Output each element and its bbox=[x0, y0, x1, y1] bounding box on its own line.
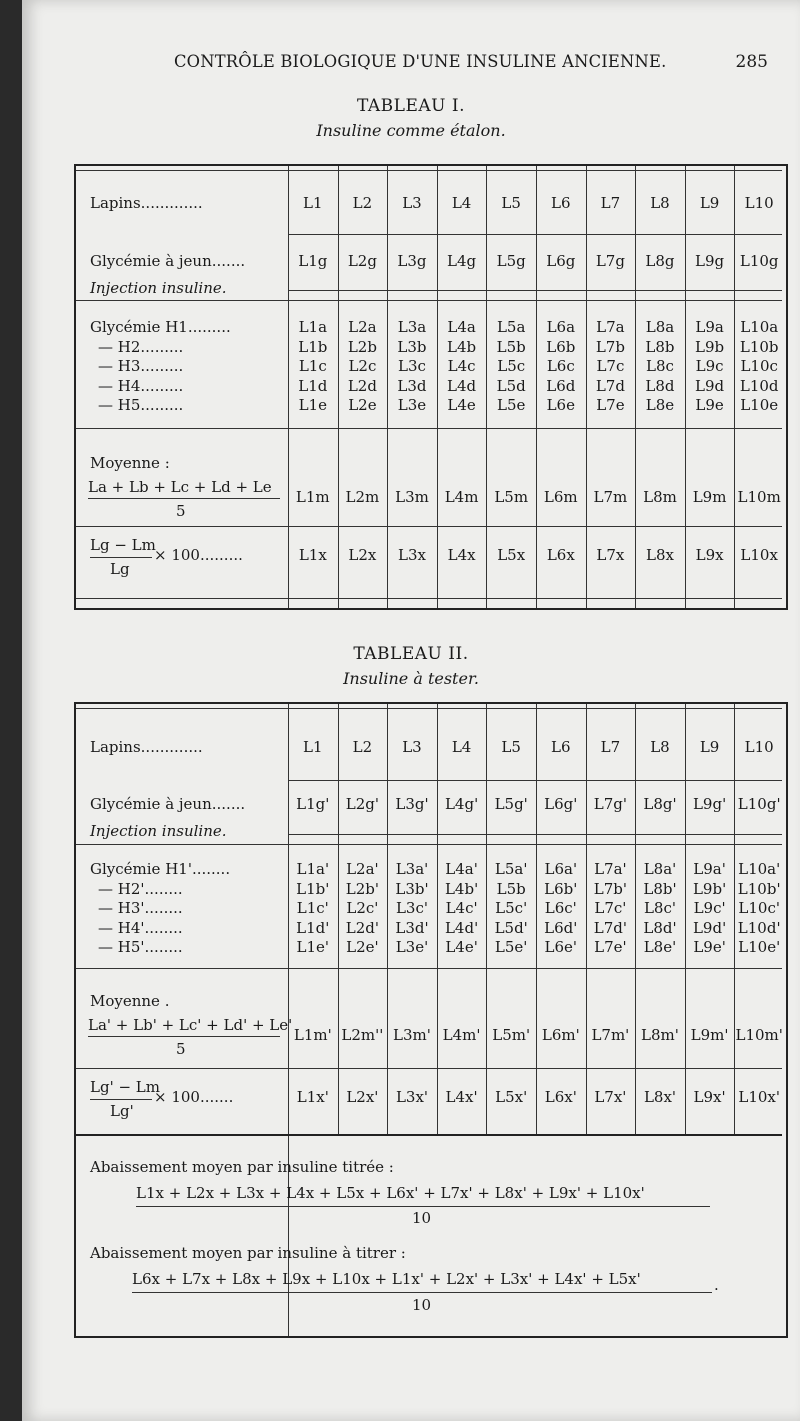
summary-titree-denominator: 10 bbox=[412, 1209, 432, 1227]
h5-cell: L1e' bbox=[296, 938, 330, 956]
row-rule bbox=[76, 300, 782, 301]
h5-cell: L10e' bbox=[738, 938, 781, 956]
pct-multiplier: × 100....... bbox=[154, 1088, 234, 1106]
pct-cell: L3x' bbox=[395, 1088, 429, 1106]
lapins-label: Lapins............. bbox=[90, 738, 203, 756]
pct-cell: L4x bbox=[447, 546, 476, 564]
h3-cell: L3c' bbox=[395, 899, 428, 917]
pct-cell: L8x' bbox=[643, 1088, 677, 1106]
h3-cell: L2c' bbox=[346, 899, 379, 917]
row-rule bbox=[288, 234, 782, 235]
glycemie-jeun-cell: L5g' bbox=[494, 795, 528, 813]
glycemie-jeun-cell: L6g' bbox=[544, 795, 578, 813]
h2-cell: L7b bbox=[595, 337, 625, 356]
summary-titree-label: Abaissement moyen par insuline titrée : bbox=[90, 1158, 394, 1176]
h1-cell: L4a bbox=[447, 318, 476, 336]
h4-cell: L4d bbox=[447, 376, 477, 395]
h2-cell: L7b' bbox=[593, 879, 627, 898]
h3-cell: L10c' bbox=[738, 899, 780, 917]
row-rule bbox=[76, 968, 782, 969]
book-page bbox=[22, 0, 800, 1421]
moyenne-cell: L1m bbox=[295, 488, 330, 506]
h3-cell: L4c' bbox=[445, 899, 478, 917]
h3-cell: L2c bbox=[348, 357, 377, 375]
moyenne-cell: L2m'' bbox=[341, 1026, 384, 1044]
glycemie-jeun-cell: L4g bbox=[447, 252, 477, 270]
h1-cell: L5a' bbox=[494, 860, 528, 878]
moyenne-cell: L3m bbox=[395, 488, 429, 506]
column-header-cell: L1 bbox=[303, 194, 323, 212]
h5-label: — H5'........ bbox=[98, 938, 183, 956]
h1-cell: L2a bbox=[348, 318, 377, 336]
pct-cell: L3x bbox=[398, 546, 426, 564]
h3-cell: L7c bbox=[596, 357, 625, 375]
glycemie-jeun-cell: L1g' bbox=[296, 795, 330, 813]
moyenne-cell: L4m bbox=[444, 488, 479, 506]
moyenne-cell: L5m' bbox=[492, 1026, 531, 1044]
glycemie-jeun-label: Glycémie à jeun....... bbox=[90, 252, 246, 270]
glycemie-jeun-cell: L4g' bbox=[444, 795, 479, 813]
glycemie-jeun-cell: L5g bbox=[496, 252, 526, 270]
moyenne-cell: L3m' bbox=[393, 1026, 431, 1044]
h5-cell: L7e' bbox=[594, 938, 627, 956]
table2-title: TABLEAU II. bbox=[353, 644, 469, 664]
pct-cell: L8x bbox=[646, 546, 674, 564]
table1-frame bbox=[74, 164, 788, 610]
h5-cell: L6e bbox=[546, 396, 575, 414]
h1-cell: L10a bbox=[740, 318, 779, 336]
column-header-cell: L10 bbox=[744, 194, 774, 212]
h2-cell: L10b bbox=[739, 337, 779, 356]
moyenne-cell: L5m bbox=[494, 488, 529, 506]
h5-cell: L3e' bbox=[395, 938, 429, 956]
column-header-cell: L7 bbox=[600, 738, 621, 756]
pct-cell: L6x bbox=[546, 546, 575, 564]
glycemie-jeun-label: Glycémie à jeun....... bbox=[90, 795, 246, 813]
moyenne-cell: L7m' bbox=[591, 1026, 630, 1044]
pct-numerator: Lg − Lm bbox=[90, 536, 156, 554]
moyenne-label: Moyenne : bbox=[90, 454, 170, 472]
column-header-cell: L3 bbox=[402, 738, 422, 756]
h3-cell: L8c bbox=[646, 357, 674, 375]
h5-cell: L5e' bbox=[494, 938, 528, 956]
moyenne-numerator: La' + Lb' + Lc' + Ld' + Le' bbox=[88, 1016, 293, 1034]
pct-cell: L6x' bbox=[544, 1088, 577, 1106]
h1-cell: L3a' bbox=[395, 860, 429, 878]
h3-cell: L7c' bbox=[594, 899, 627, 917]
pct-cell: L7x' bbox=[594, 1088, 627, 1106]
h3-cell: L6c bbox=[546, 357, 575, 375]
h4-cell: L10d' bbox=[737, 918, 781, 937]
h2-cell: L4b bbox=[447, 337, 477, 356]
h5-cell: L4e bbox=[447, 396, 476, 414]
h1-cell: L6a bbox=[546, 318, 576, 336]
glycemie-jeun-cell: L9g bbox=[695, 252, 725, 270]
column-header-cell: L8 bbox=[650, 194, 670, 212]
h1-cell: L8a' bbox=[643, 860, 677, 878]
row-rule bbox=[288, 780, 782, 781]
h4-cell: L10d bbox=[739, 376, 779, 395]
h2-cell: L10b' bbox=[737, 879, 781, 898]
moyenne-cell: L8m bbox=[643, 488, 677, 506]
row-rule bbox=[76, 598, 782, 599]
h1-cell: L9a' bbox=[693, 860, 726, 878]
h3-label: — H3......... bbox=[98, 357, 184, 375]
column-header-cell: L5 bbox=[501, 194, 521, 212]
h3-cell: L9c' bbox=[693, 899, 726, 917]
table1-title: TABLEAU I. bbox=[356, 96, 465, 116]
h2-cell: L5b bbox=[496, 337, 526, 356]
column-header-cell: L2 bbox=[352, 194, 373, 212]
glycemie-jeun-cell: L7g bbox=[595, 252, 625, 270]
glycemie-jeun-cell: L1g bbox=[298, 252, 328, 270]
h4-cell: L5d bbox=[496, 376, 526, 395]
pct-cell: L7x bbox=[596, 546, 625, 564]
summary-titrer-label: Abaissement moyen par insuline à titrer : bbox=[90, 1244, 406, 1262]
h4-cell: L3d' bbox=[395, 918, 429, 937]
h4-cell: L1d bbox=[298, 376, 328, 395]
moyenne-cell: L9m' bbox=[690, 1026, 729, 1044]
pct-cell: L1x bbox=[298, 546, 327, 564]
h2-cell: L5b bbox=[496, 879, 526, 898]
h4-cell: L6d' bbox=[544, 918, 578, 937]
pct-cell: L5x' bbox=[495, 1088, 528, 1106]
h1-cell: L7a' bbox=[594, 860, 627, 878]
moyenne-denominator: 5 bbox=[176, 1040, 186, 1058]
h5-cell: L3e bbox=[397, 396, 427, 414]
h1-cell: L8a bbox=[645, 318, 675, 336]
pct-cell: L10x bbox=[740, 546, 778, 564]
h1-cell: L5a bbox=[496, 318, 526, 336]
running-head-title: CONTRÔLE BIOLOGIQUE D'UNE INSULINE ANCIENNE. bbox=[174, 52, 667, 72]
moyenne-denominator: 5 bbox=[176, 502, 186, 520]
row-rule bbox=[76, 170, 782, 171]
table2-grid bbox=[76, 704, 786, 1336]
moyenne-label: Moyenne . bbox=[90, 992, 170, 1010]
column-header-cell: L9 bbox=[699, 194, 720, 212]
row-rule bbox=[288, 290, 782, 291]
h3-cell: L3c bbox=[398, 357, 426, 375]
pct-cell: L5x bbox=[497, 546, 526, 564]
h4-cell: L3d bbox=[397, 376, 427, 395]
h2-cell: L8b' bbox=[643, 879, 677, 898]
h4-cell: L6d bbox=[546, 376, 576, 395]
h4-cell: L8d' bbox=[643, 918, 677, 937]
glycemie-jeun-cell: L8g' bbox=[643, 795, 677, 813]
h1-label: Glycémie H1......... bbox=[90, 318, 231, 336]
glycemie-jeun-cell: L10g' bbox=[737, 795, 781, 813]
h1-cell: L9a bbox=[695, 318, 724, 336]
column-header-cell: L8 bbox=[650, 738, 670, 756]
moyenne-fraction-bar bbox=[88, 1036, 280, 1037]
column-header-cell: L10 bbox=[744, 738, 774, 756]
moyenne-cell: L1m' bbox=[293, 1026, 332, 1044]
h1-cell: L10a' bbox=[738, 860, 781, 878]
h4-cell: L2d bbox=[347, 376, 377, 395]
h4-label: — H4'........ bbox=[98, 918, 183, 937]
column-header-cell: L4 bbox=[451, 194, 472, 212]
pct-cell: L10x' bbox=[738, 1088, 780, 1106]
h1-cell: L6a' bbox=[544, 860, 578, 878]
glycemie-jeun-cell: L9g' bbox=[692, 795, 727, 813]
h5-cell: L9e bbox=[695, 396, 724, 414]
pct-numerator: Lg' − Lm bbox=[90, 1078, 160, 1096]
h2-cell: L6b' bbox=[544, 879, 578, 898]
h5-label: — H5......... bbox=[98, 396, 184, 414]
h2-cell: L3b bbox=[397, 337, 427, 356]
table1-grid bbox=[76, 166, 786, 608]
h5-cell: L1e bbox=[298, 396, 327, 414]
h5-cell: L2e' bbox=[346, 938, 379, 956]
injection-label: Injection insuline. bbox=[90, 822, 227, 840]
glycemie-jeun-cell: L2g bbox=[347, 252, 377, 270]
h5-cell: L2e bbox=[348, 396, 377, 414]
moyenne-cell: L7m bbox=[593, 488, 628, 506]
h5-cell: L8e' bbox=[643, 938, 677, 956]
moyenne-cell: L10m bbox=[737, 488, 781, 506]
column-header-cell: L5 bbox=[501, 738, 521, 756]
row-rule bbox=[288, 834, 782, 835]
glycemie-jeun-cell: L8g bbox=[645, 252, 675, 270]
h3-cell: L9c bbox=[695, 357, 724, 375]
moyenne-cell: L6m' bbox=[541, 1026, 580, 1044]
table2-subtitle: Insuline à tester. bbox=[343, 669, 479, 688]
glycemie-jeun-cell: L10g bbox=[739, 252, 779, 270]
column-header-cell: L9 bbox=[699, 738, 720, 756]
page-number: 285 bbox=[735, 52, 768, 72]
row-rule bbox=[76, 1134, 782, 1136]
glycemie-jeun-cell: L2g' bbox=[345, 795, 379, 813]
h4-cell: L5d' bbox=[494, 918, 528, 937]
h1-cell: L7a bbox=[596, 318, 625, 336]
h4-cell: L2d' bbox=[345, 918, 379, 937]
h5-cell: L6e' bbox=[544, 938, 578, 956]
pct-cell: L4x' bbox=[445, 1088, 478, 1106]
pct-cell: L9x' bbox=[693, 1088, 726, 1106]
moyenne-cell: L4m' bbox=[442, 1026, 481, 1044]
table1-subtitle: Insuline comme étalon. bbox=[316, 121, 506, 140]
moyenne-cell: L8m' bbox=[641, 1026, 679, 1044]
h4-cell: L4d' bbox=[444, 918, 479, 937]
pct-fraction-bar bbox=[90, 557, 152, 558]
h1-cell: L1a' bbox=[296, 860, 330, 878]
h1-cell: L1a bbox=[298, 318, 328, 336]
h3-cell: L5c bbox=[497, 357, 526, 375]
glycemie-jeun-cell: L6g bbox=[546, 252, 576, 270]
summary-titree-bar bbox=[136, 1206, 710, 1207]
h5-cell: L10e bbox=[740, 396, 779, 414]
h2-cell: L2b bbox=[347, 337, 377, 356]
column-header-cell: L1 bbox=[303, 738, 323, 756]
pct-cell: L2x' bbox=[346, 1088, 379, 1106]
h1-cell: L4a' bbox=[445, 860, 478, 878]
moyenne-numerator: La + Lb + Lc + Ld + Le bbox=[88, 478, 272, 496]
lapins-label: Lapins............. bbox=[90, 194, 203, 212]
h2-cell: L3b' bbox=[395, 879, 429, 898]
h5-cell: L9e' bbox=[693, 938, 726, 956]
column-header-cell: L2 bbox=[352, 738, 373, 756]
moyenne-fraction-bar bbox=[88, 498, 280, 499]
h5-cell: L5e bbox=[496, 396, 526, 414]
h4-cell: L9d bbox=[695, 376, 725, 395]
summary-titrer-numerator: L6x + L7x + L8x + L9x + L10x + L1x' + L2x' + L3x' + L4x' + L5x' bbox=[132, 1270, 641, 1288]
h2-cell: L9b bbox=[695, 337, 725, 356]
row-rule bbox=[76, 428, 782, 429]
pct-fraction-bar bbox=[90, 1099, 152, 1100]
h2-label: — H2......... bbox=[98, 337, 184, 356]
pct-denominator: Lg bbox=[110, 560, 130, 578]
injection-label: Injection insuline. bbox=[90, 279, 227, 297]
h2-cell: L1b' bbox=[296, 879, 330, 898]
column-header-cell: L7 bbox=[600, 194, 621, 212]
summary-titree-numerator: L1x + L2x + L3x + L4x + L5x + L6x' + L7x' + L8x' + L9x' + L10x' bbox=[136, 1184, 645, 1202]
h2-cell: L9b' bbox=[692, 879, 727, 898]
moyenne-cell: L6m bbox=[543, 488, 578, 506]
h3-cell: L10c bbox=[740, 357, 778, 375]
pct-cell: L1x' bbox=[296, 1088, 329, 1106]
h4-cell: L9d' bbox=[692, 918, 727, 937]
h5-cell: L8e bbox=[645, 396, 675, 414]
pct-cell: L2x bbox=[348, 546, 377, 564]
moyenne-cell: L2m bbox=[345, 488, 380, 506]
h3-cell: L8c' bbox=[643, 899, 676, 917]
h3-cell: L1c' bbox=[296, 899, 329, 917]
h4-cell: L7d bbox=[595, 376, 625, 395]
summary-titrer-bar bbox=[132, 1292, 712, 1293]
moyenne-cell: L10m' bbox=[735, 1026, 783, 1044]
glycemie-jeun-cell: L3g bbox=[397, 252, 427, 270]
column-header-cell: L6 bbox=[551, 738, 571, 756]
h2-cell: L6b bbox=[546, 337, 576, 356]
h3-cell: L5c' bbox=[495, 899, 528, 917]
h5-cell: L4e' bbox=[445, 938, 478, 956]
h2-cell: L2b' bbox=[345, 879, 379, 898]
h5-cell: L7e bbox=[596, 396, 625, 414]
h3-cell: L6c' bbox=[544, 899, 577, 917]
h3-label: — H3'........ bbox=[98, 899, 183, 917]
moyenne-cell: L9m bbox=[692, 488, 727, 506]
pct-denominator: Lg' bbox=[110, 1102, 134, 1120]
glycemie-jeun-cell: L3g' bbox=[395, 795, 429, 813]
summary-titrer-denominator: 10 bbox=[412, 1296, 432, 1314]
summary-titrer-end: . bbox=[714, 1276, 719, 1294]
pct-cell: L9x bbox=[695, 546, 724, 564]
row-rule bbox=[76, 526, 782, 527]
h4-cell: L7d' bbox=[593, 918, 627, 937]
table2-frame bbox=[74, 702, 788, 1338]
h3-cell: L4c bbox=[447, 357, 476, 375]
h1-cell: L2a' bbox=[346, 860, 379, 878]
h2-label: — H2'........ bbox=[98, 879, 183, 898]
glycemie-jeun-cell: L7g' bbox=[593, 795, 627, 813]
column-header-cell: L6 bbox=[551, 194, 571, 212]
h1-cell: L3a bbox=[397, 318, 427, 336]
running-head bbox=[22, 52, 800, 76]
row-rule bbox=[76, 1068, 782, 1069]
column-header-cell: L3 bbox=[402, 194, 422, 212]
h4-cell: L1d' bbox=[296, 918, 330, 937]
pct-multiplier: × 100......... bbox=[154, 546, 243, 564]
h2-cell: L8b bbox=[645, 337, 675, 356]
h1-label: Glycémie H1'........ bbox=[90, 860, 231, 878]
column-header-cell: L4 bbox=[451, 738, 472, 756]
h2-cell: L4b' bbox=[444, 879, 479, 898]
h4-cell: L8d bbox=[645, 376, 675, 395]
row-rule bbox=[76, 844, 782, 845]
h4-label: — H4......... bbox=[98, 376, 184, 395]
h3-cell: L1c bbox=[298, 357, 327, 375]
h2-cell: L1b bbox=[298, 337, 328, 356]
row-rule bbox=[76, 708, 782, 709]
